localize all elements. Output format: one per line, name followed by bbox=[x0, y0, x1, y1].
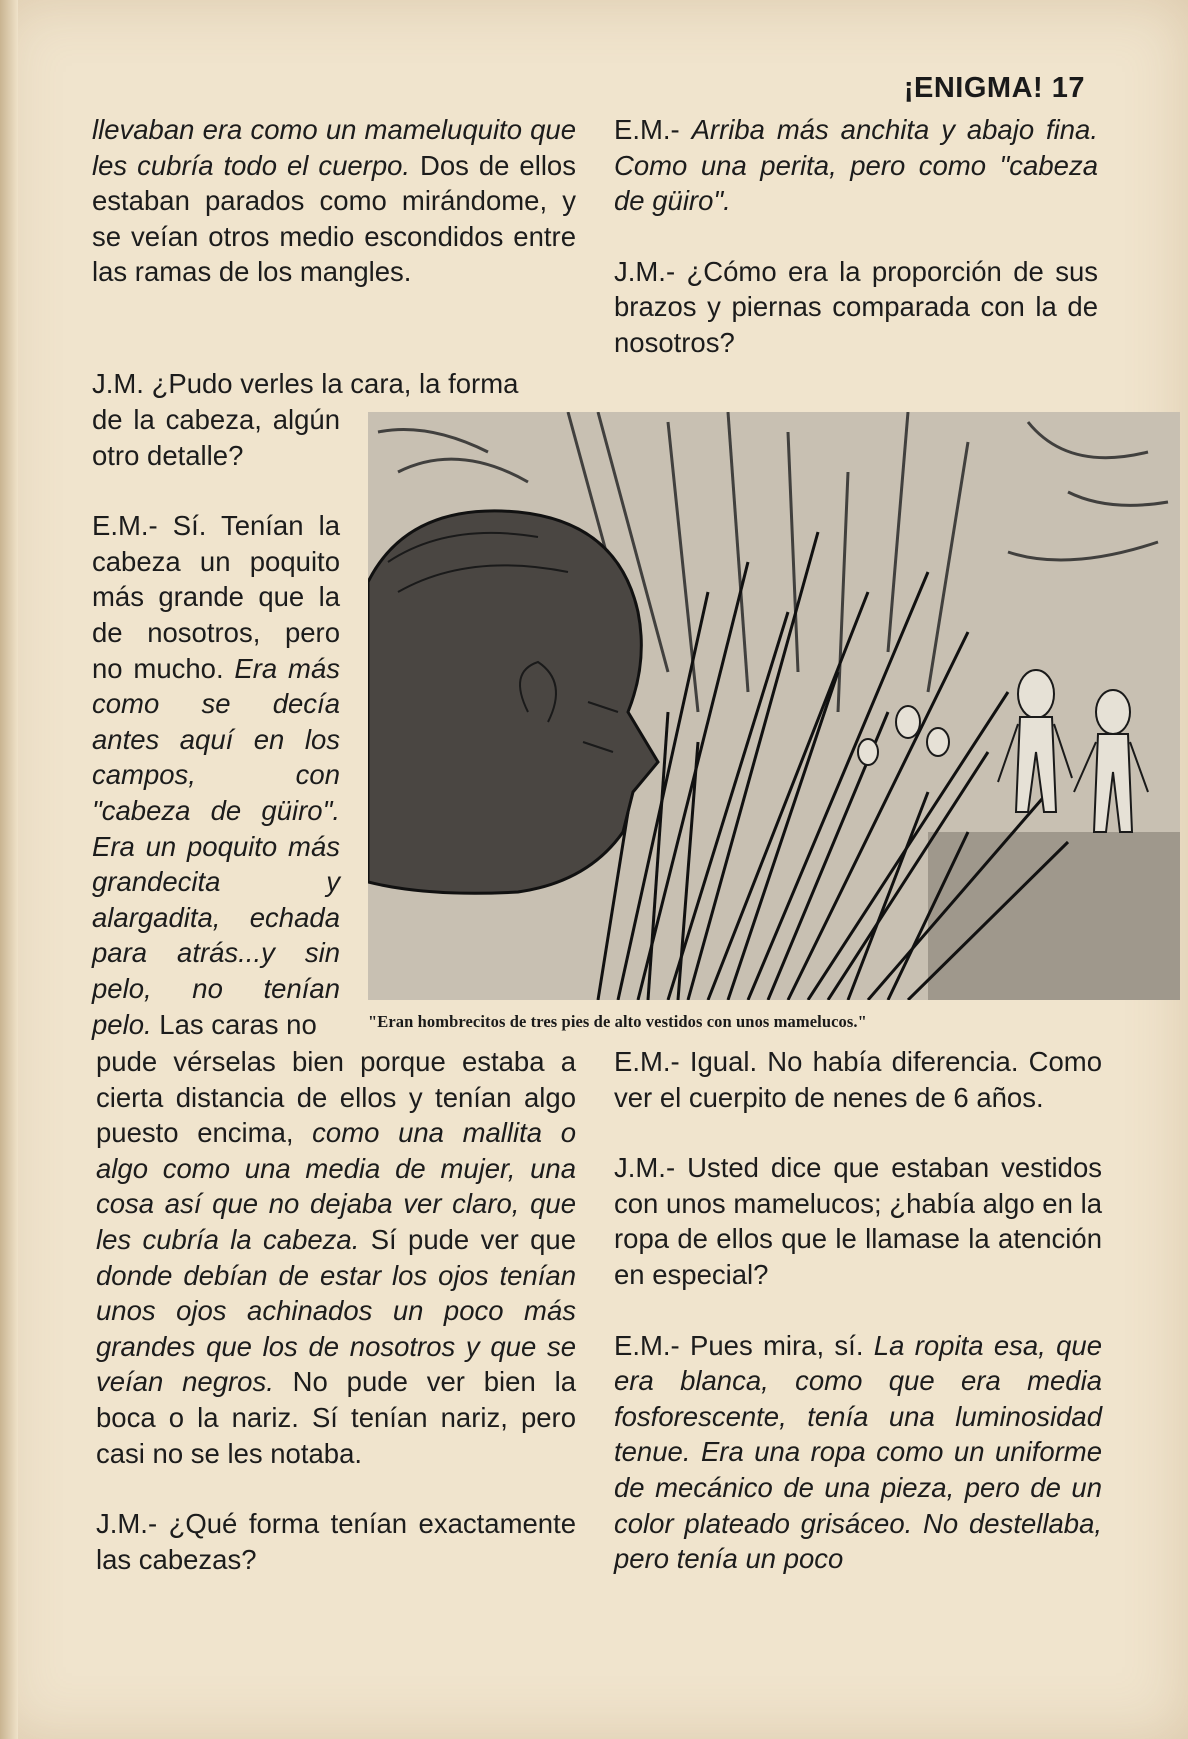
italic-quote: donde debían de estar los ojos tenían unos ojos achinados un poco más grandes que los de nosotros y que se veían negros. bbox=[96, 1259, 576, 1398]
text-run: E.M.- Igual. No había diferencia. Como ver el cuerpito de nenes de 6 años. bbox=[614, 1046, 1102, 1113]
text-run: E.M.- Sí. Tenían la cabeza un poquito más grande que la de nosotros, pero no mucho. bbox=[92, 510, 340, 684]
text-run: Sí pude ver que bbox=[359, 1223, 576, 1255]
text-run: E.M.- bbox=[614, 114, 692, 145]
left-bottom-paragraph bbox=[96, 1044, 576, 1471]
left-bottom-paragraph bbox=[96, 1506, 576, 1577]
text-run: Dos de ellos estaban parados como mirándome, y se veían otros medio escondidos entre las ramas de los mangles. bbox=[92, 149, 576, 288]
text-run: de la cabeza, algún otro detalle? bbox=[92, 404, 340, 471]
left-top-paragraph bbox=[92, 112, 576, 290]
left-narrow-paragraph bbox=[92, 402, 340, 473]
right-bottom-paragraph bbox=[614, 1044, 1102, 1115]
right-column-top bbox=[614, 112, 1098, 361]
right-bottom-paragraph bbox=[614, 1328, 1102, 1577]
text-run: No pude ver bien la boca o la nariz. Sí tenían nariz, pero casi no se les notaba. bbox=[96, 1366, 576, 1469]
text-run: J.M.- ¿Cómo era la proporción de sus brazos y piernas comparada con la de nosotros? bbox=[614, 255, 1098, 358]
italic-quote: Era más como se decía antes aquí en los campos, con "cabeza de güiro". Era un poquito más grandecita y alargadita, echada para atrás...y sin pelo, no tenían pelo. bbox=[92, 652, 340, 1040]
right-bottom-paragraph bbox=[614, 1150, 1102, 1292]
page-edge bbox=[0, 0, 18, 1739]
right-top-paragraph bbox=[614, 254, 1098, 361]
illustration-sketch bbox=[368, 412, 1180, 1000]
italic-quote: como una mallita o algo como una media de mujer, una cosa así que no dejaba ver claro, que les cubría la cabeza. bbox=[96, 1117, 577, 1255]
man-head bbox=[368, 511, 658, 893]
illustration-caption: "Eran hombrecitos de tres pies de alto vestidos con unos mamelucos." bbox=[368, 1012, 867, 1031]
right-column-bottom bbox=[614, 1044, 1102, 1577]
italic-quote: La ropita esa, que era blanca, como que era media fosforescente, tenía una luminosidad tenue. Era una ropa como un uniforme de mecánico de una pieza, pero de un color plateado grisáceo. No destellaba, pero tenía un poco bbox=[614, 1329, 1102, 1575]
left-column-narrow bbox=[92, 402, 340, 1042]
left-column-bottom bbox=[96, 1044, 576, 1577]
page-header: ¡ENIGMA! 17 bbox=[903, 72, 1085, 104]
text-run: Las caras no bbox=[151, 1008, 317, 1040]
left-column-top bbox=[92, 112, 576, 290]
italic-quote: Arriba más anchita y abajo fina. Como una perita, pero como "cabeza de güiro". bbox=[614, 114, 1098, 217]
question-line: J.M. ¿Pudo verles la cara, la forma bbox=[92, 368, 519, 399]
right-top-paragraph bbox=[614, 112, 1098, 219]
text-run: J.M.- ¿Qué forma tenían exactamente las cabezas? bbox=[96, 1508, 576, 1575]
text-run: J.M.- Usted dice que estaban vestidos con unos mamelucos; ¿había algo en la ropa de ellos que le llamase la atención en especial? bbox=[614, 1152, 1102, 1290]
italic-quote: llevaban era como un mameluquito que les cubría todo el cuerpo. bbox=[92, 114, 576, 181]
text-run: pude vérselas bien porque estaba a cierta distancia de ellos y tenían algo puesto encima, bbox=[96, 1046, 576, 1149]
text-run: E.M.- Pues mira, sí. bbox=[614, 1329, 874, 1361]
left-narrow-paragraph bbox=[92, 508, 340, 1042]
